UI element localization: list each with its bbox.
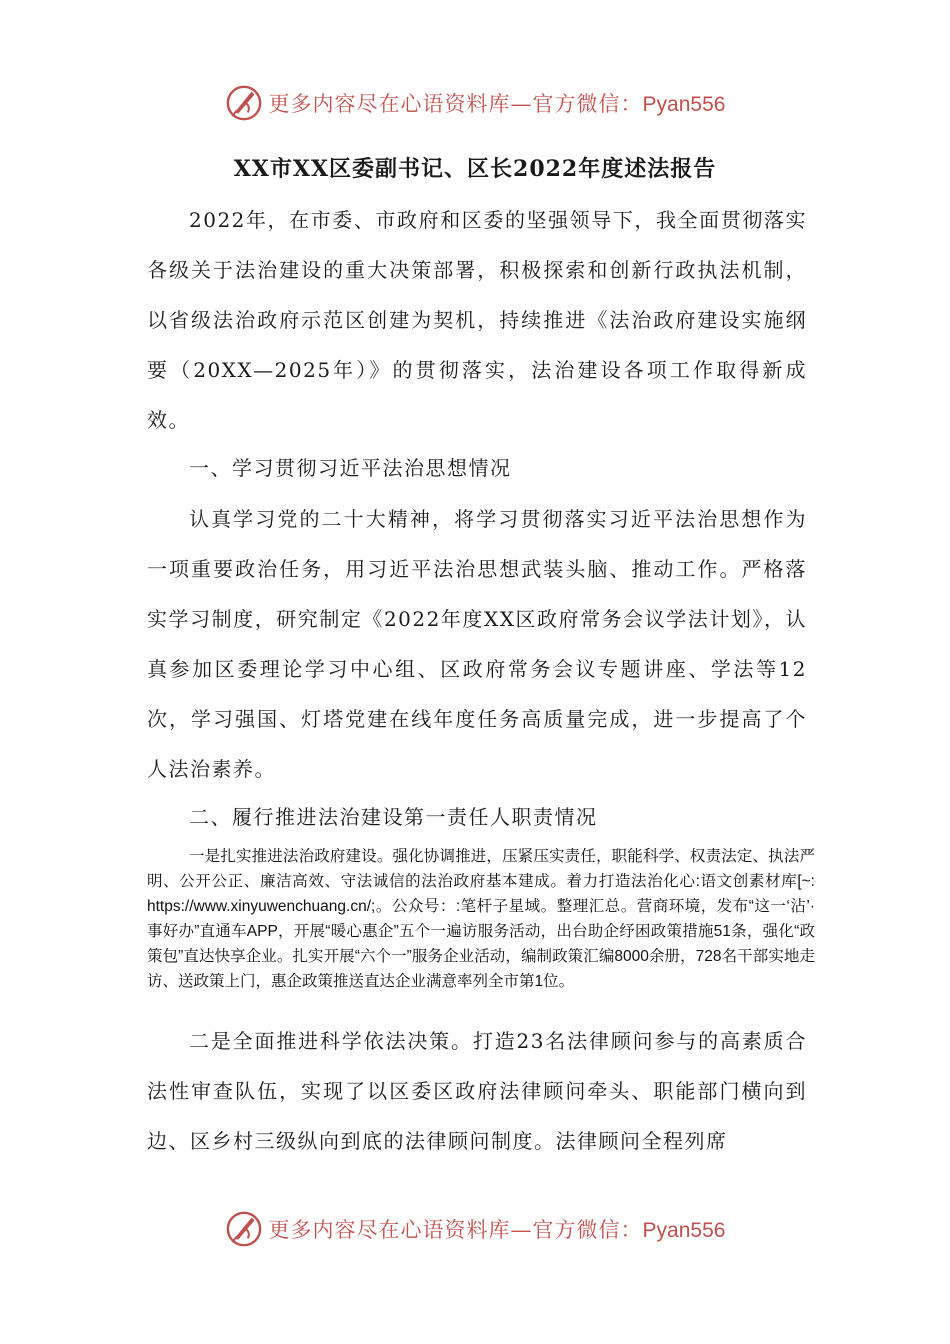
section1-heading: 一、学习贯彻习近平法治思想情况 [189,456,512,480]
section2-small-paragraph: 一是扎实推进法治政府建设。强化协调推进，压紧压实责任，职能科学、权责法定、执法严明、公开公正、廉洁高效、守法诚信的法治政府基本建成。着力打造法治化心:语文创素材库[~: https://www.xinyuwenchuang.cn/;。公众号：:笔杆子星域。整理汇总。营商环境，发布“这一‘沾’·事好办”直通车APP，开展“暖心惠企”五个一遍访服务活动，出台助企纾困政策措施51条，强化“政策包”直达快享企业。扎实开展“六个一”服务企业活动，编制政策汇编8000余册，728名干部实地走访、送政策上门，惠企政策推送直达企业满意率列全市第1位。 [147,848,815,990]
quill-logo-icon [225,1210,263,1248]
page-title: XX市XX区委副书记、区长2022年度述法报告 [233,156,717,182]
section2-paragraph: 二是全面推进科学依法决策。打造23名法律顾问参与的高素质合法性审查队伍，实现了以区委区政府法律顾问牵头、职能部门横向到边、区乡村三级纵向到底的法律顾问制度。法律顾问全程列席 [147,1029,807,1153]
wechat-id: Pyan556 [642,93,726,116]
footer-banner [0,1206,950,1252]
section2-heading: 二、履行推进法治建设第一责任人职责情况 [189,805,598,829]
header-banner [0,80,950,126]
banner-text: 更多内容尽在心语资料库—官方微信：Pyan556 [268,1218,726,1242]
wechat-id: Pyan556 [642,1219,726,1242]
quill-logo-icon [225,84,263,122]
intro-paragraph: 2022年，在市委、市政府和区委的坚强领导下，我全面贯彻落实各级关于法治建设的重大决策部署，积极探索和创新行政执法机制，以省级法治政府示范区创建为契机，持续推进《法治政府建设实施纲要（20XX—2025年）》的贯彻落实，法治建设各项工作取得新成效。 [147,208,807,432]
section1-paragraph: 认真学习党的二十大精神，将学习贯彻落实习近平法治思想作为一项重要政治任务，用习近平法治思想武装头脑、推动工作。严格落实学习制度，研究制定《2022年度XX区政府常务会议学法计划》，认真参加区委理论学习中心组、区政府常务会议专题讲座、学法等12次，学习强国、灯塔党建在线年度任务高质量完成，进一步提高了个人法治素养。 [147,507,807,781]
banner-text: 更多内容尽在心语资料库—官方微信：Pyan556 [268,92,726,116]
